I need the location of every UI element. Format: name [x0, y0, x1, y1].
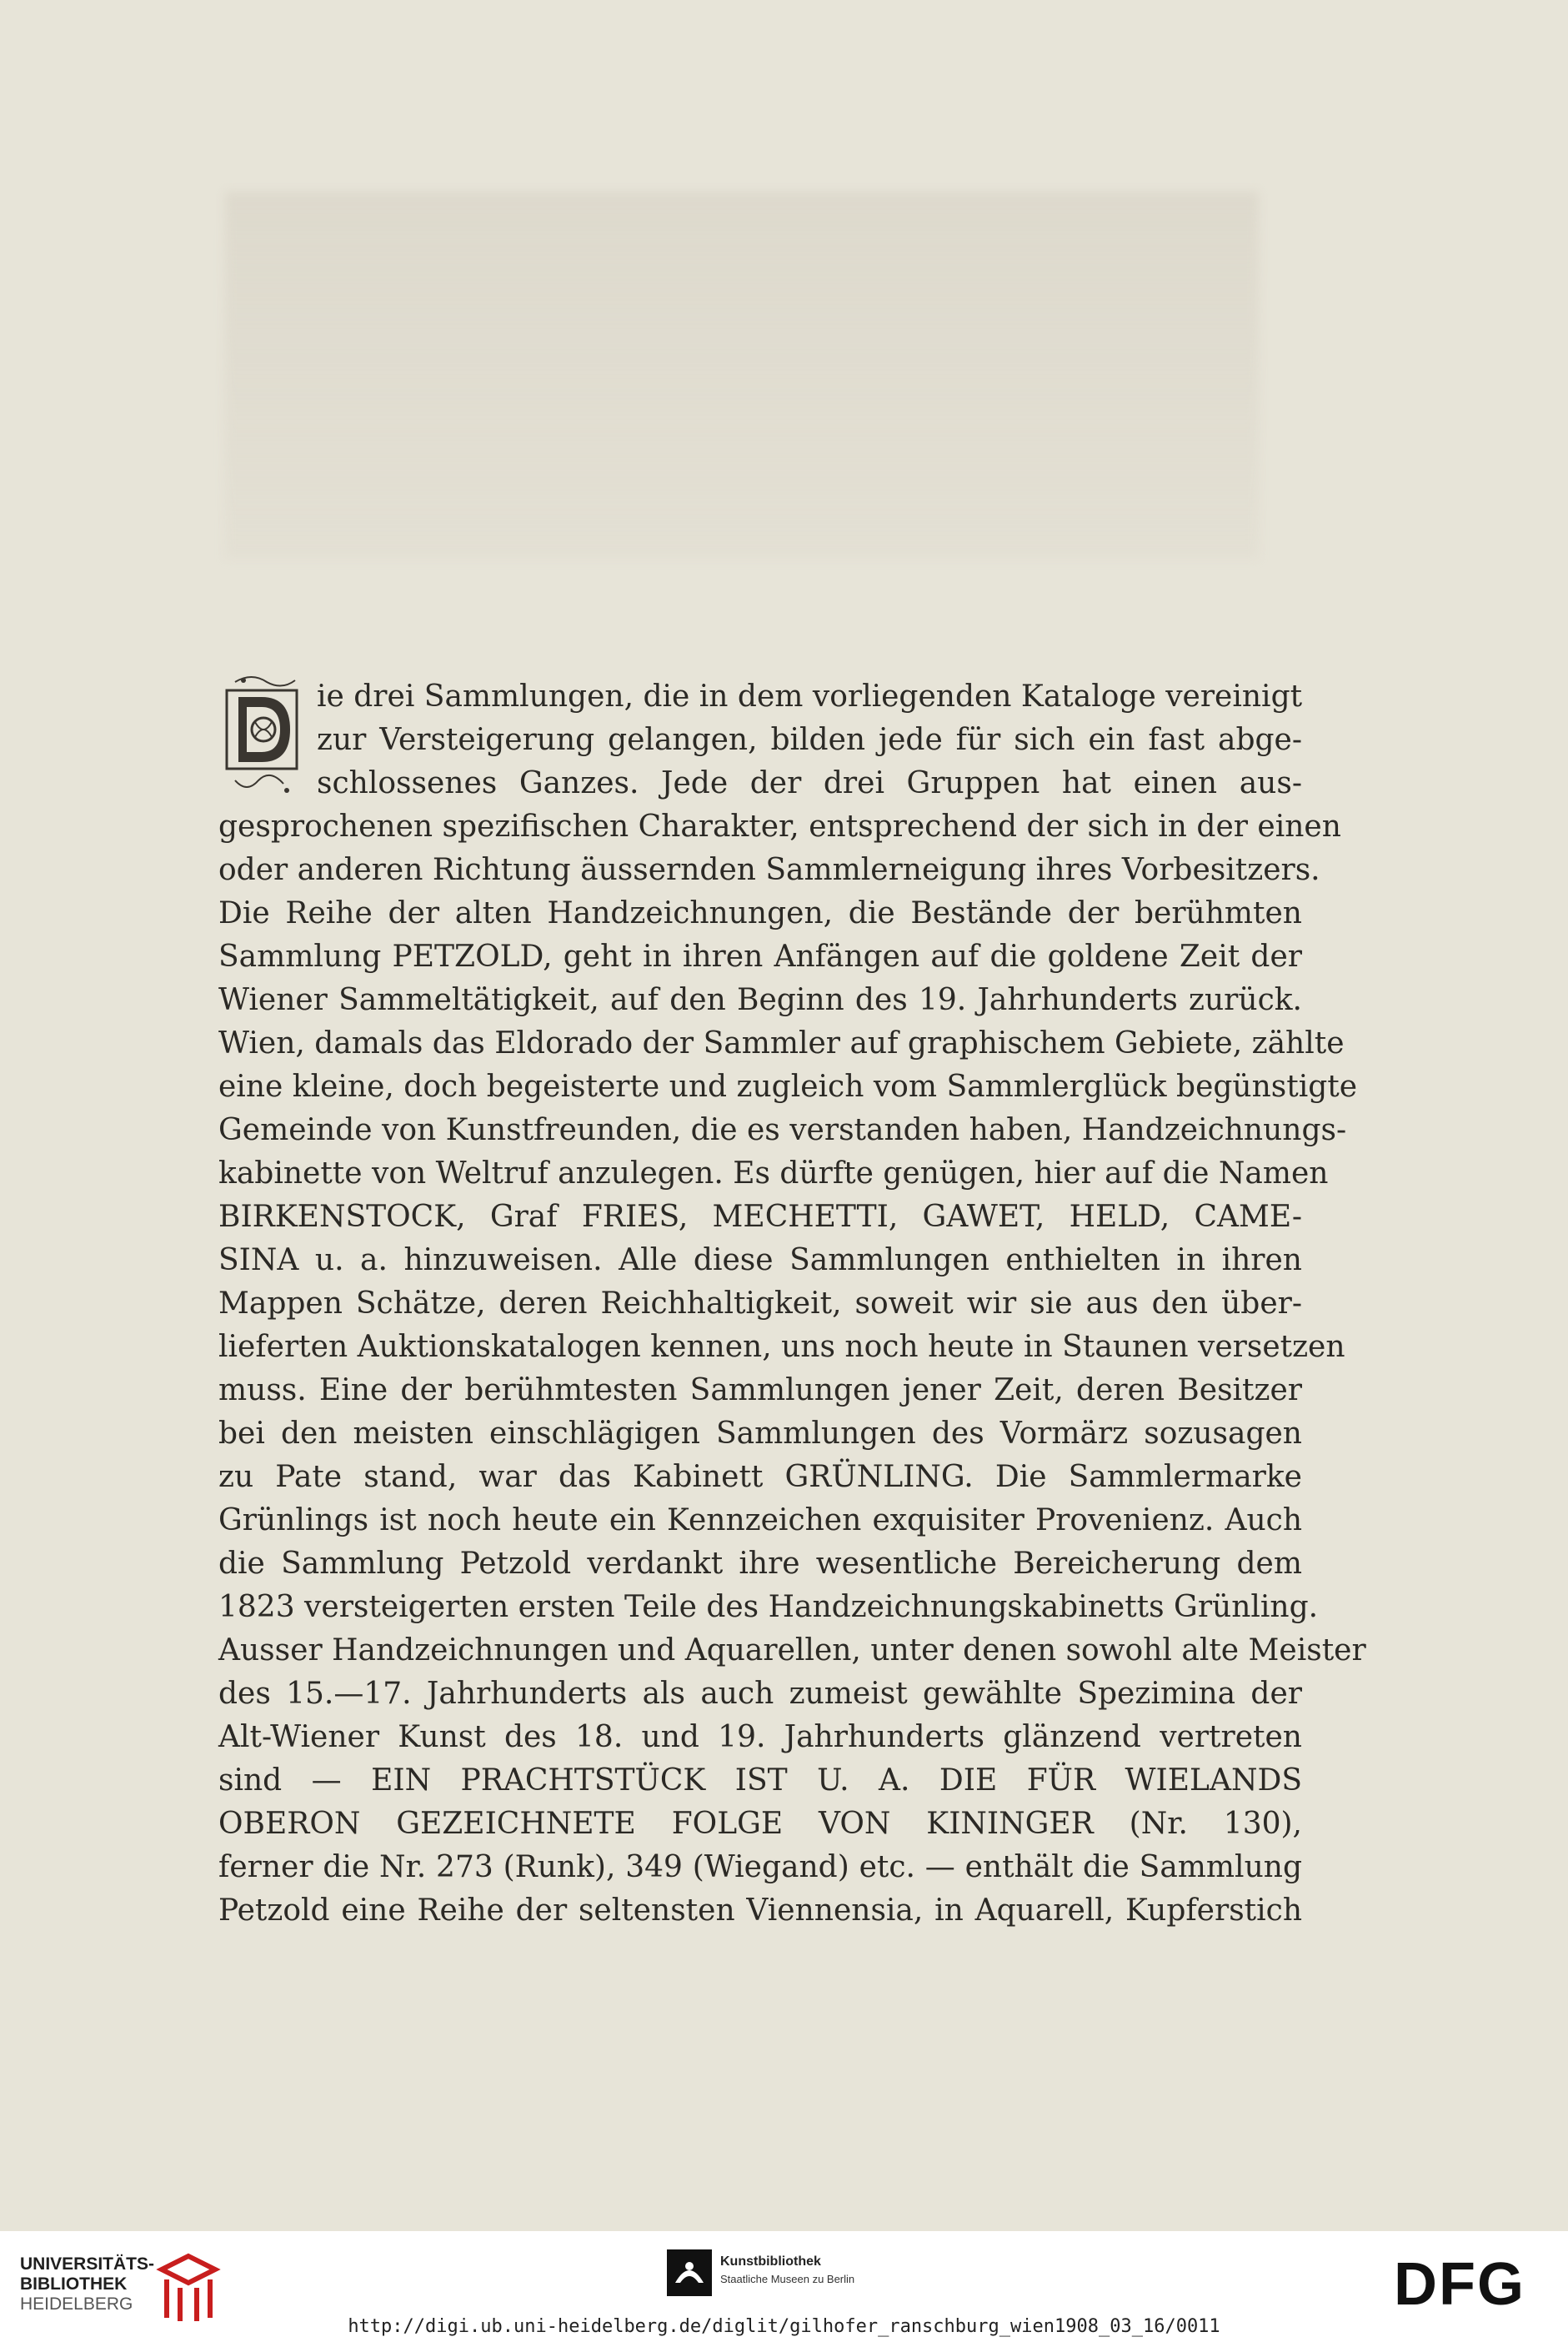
- text-line: OBERON GEZEICHNETE FOLGE VON KININGER (Nr. 130),: [218, 1807, 1302, 1841]
- text-line: lieferten Auktionskatalogen kennen, uns noch heute in Staunen versetzen: [218, 1330, 1345, 1364]
- text-line: Ausser Handzeichnungen und Aquarellen, unter denen sowohl alte Meister: [218, 1633, 1366, 1667]
- text-line: Die Reihe der alten Handzeichnungen, die Bestände der berühmten: [218, 896, 1302, 930]
- text-line: Mappen Schätze, deren Reichhaltigkeit, soweit wir sie aus den über-: [218, 1286, 1302, 1321]
- kunstbibliothek-logo[interactable]: [667, 2249, 934, 2299]
- footer-bar: [0, 2231, 1568, 2342]
- eagle-emblem-icon: [667, 2249, 712, 2296]
- text-line: zur Versteigerung gelangen, bilden jede für sich ein fast abge-: [317, 723, 1302, 757]
- text-line: sind — EIN PRACHTSTÜCK IST U. A. DIE FÜR WIELANDS: [218, 1763, 1302, 1798]
- text-line: Alt-Wiener Kunst des 18. und 19. Jahrhunderts glänzend vertreten: [218, 1720, 1302, 1754]
- text-line: bei den meisten einschlägigen Sammlungen des Vormärz sozusagen: [218, 1417, 1302, 1451]
- text-line: SINA u. a. hinzuweisen. Alle diese Sammlungen enthielten in ihren: [218, 1243, 1302, 1277]
- ub-red-mark-icon: [155, 2249, 222, 2324]
- text-line: oder anderen Richtung äussernden Sammlerneigung ihres Vorbesitzers.: [218, 853, 1320, 887]
- kunstbibliothek-title: Kunstbibliothek: [720, 2254, 821, 2269]
- dfg-logo[interactable]: DFG: [1394, 2251, 1525, 2318]
- text-line: die Sammlung Petzold verdankt ihre wesentliche Bereicherung dem: [218, 1547, 1302, 1581]
- ornamental-initial-d: [218, 672, 310, 802]
- text-line: ferner die Nr. 273 (Runk), 349 (Wiegand) etc. — enthält die Sammlung: [218, 1850, 1302, 1884]
- text-line: eine kleine, doch begeisterte und zugleich vom Sammlerglück begünstigte: [218, 1070, 1358, 1104]
- text-line: zu Pate stand, war das Kabinett GRÜNLING. Die Sammlermarke: [218, 1460, 1302, 1494]
- text-line: des 15.—17. Jahrhunderts als auch zumeist gewählte Spezimina der: [218, 1677, 1302, 1711]
- text-line: Gemeinde von Kunstfreunden, die es verstanden haben, Handzeichnungs-: [218, 1113, 1347, 1147]
- permalink-url[interactable]: http://digi.ub.uni-heidelberg.de/diglit/gilhofer_ranschburg_wien1908_03_16/0011: [348, 2316, 1220, 2337]
- text-line: schlossenes Ganzes. Jede der drei Gruppen hat einen aus-: [317, 766, 1302, 800]
- text-line: ie drei Sammlungen, die in dem vorliegenden Kataloge vereinigt: [317, 680, 1303, 714]
- text-line: Grünlings ist noch heute ein Kennzeichen exquisiter Provenienz. Auch: [218, 1503, 1302, 1537]
- ub-name-line1: UNIVERSITÄTS-: [20, 2254, 155, 2274]
- text-line: BIRKENSTOCK, Graf FRIES, MECHETTI, GAWET, HELD, CAME-: [218, 1200, 1302, 1234]
- text-line: Sammlung PETZOLD, geht in ihren Anfängen auf die goldene Zeit der: [218, 940, 1302, 974]
- text-line: Wiener Sammeltätigkeit, auf den Beginn des 19. Jahrhunderts zurück.: [218, 983, 1302, 1017]
- kunstbibliothek-subtitle: Staatliche Museen zu Berlin: [720, 2273, 855, 2285]
- text-line: Wien, damals das Eldorado der Sammler auf graphischem Gebiete, zählte: [218, 1026, 1345, 1061]
- ub-name-line2: BIBLIOTHEK: [20, 2274, 128, 2294]
- ub-name-line3: HEIDELBERG: [20, 2294, 133, 2314]
- text-line: 1823 versteigerten ersten Teile des Handzeichnungskabinetts Grünling.: [218, 1590, 1319, 1624]
- text-line: Petzold eine Reihe der seltensten Viennensia, in Aquarell, Kupferstich: [218, 1893, 1302, 1928]
- text-line: kabinette von Weltruf anzulegen. Es dürfte genügen, hier auf die Namen: [218, 1156, 1329, 1191]
- text-line: gesprochenen spezifischen Charakter, entsprechend der sich in der einen: [218, 810, 1341, 844]
- text-line: muss. Eine der berühmtesten Sammlungen jener Zeit, deren Besitzer: [218, 1373, 1302, 1407]
- bleed-through-text: [225, 192, 1259, 559]
